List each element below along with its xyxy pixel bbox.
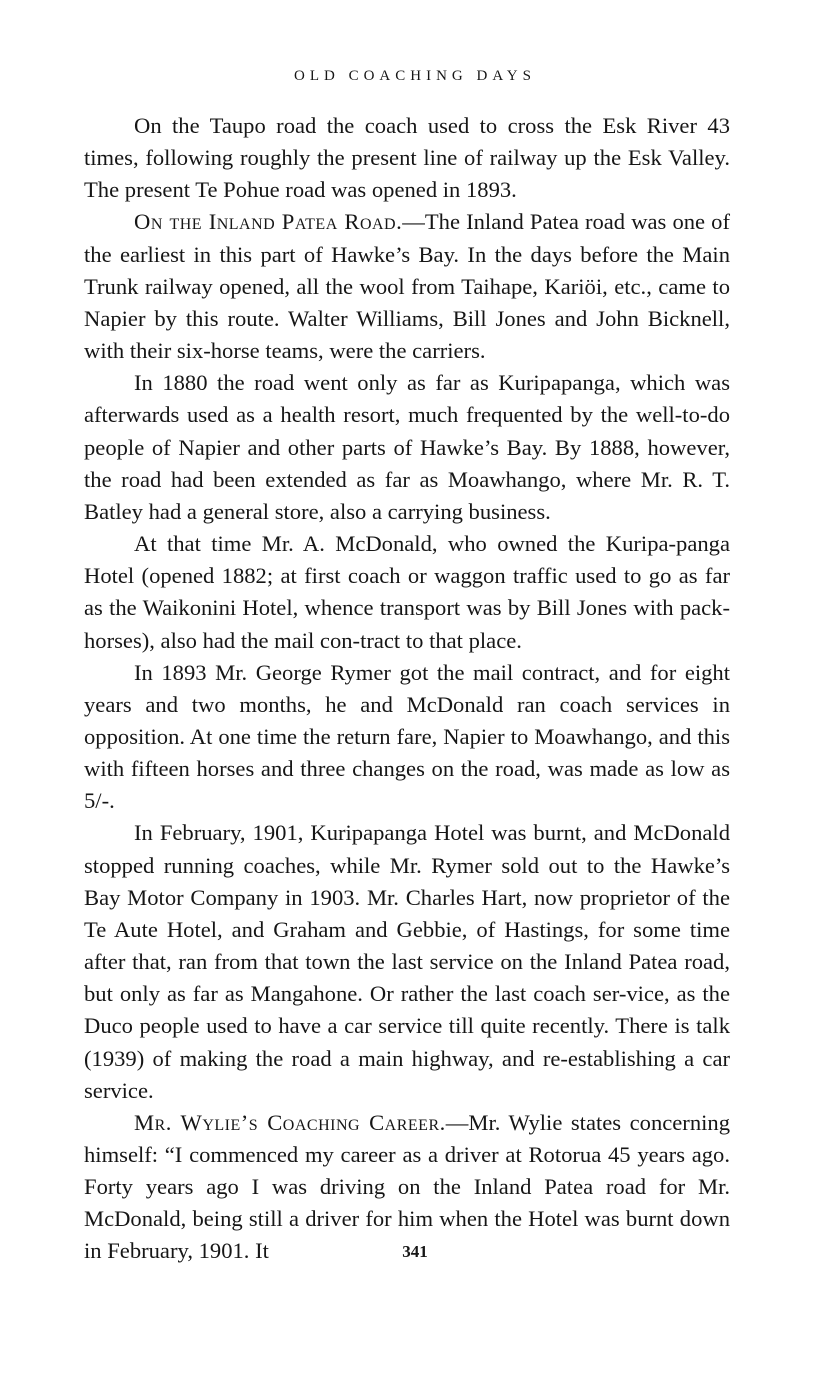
- section-heading-inland-patea-road: On the Inland Patea Road.: [134, 209, 403, 235]
- paragraph-3: [84, 367, 730, 528]
- paragraph-3-text: In 1880 the road went only as far as Kuripapanga, which was afterwards used as a health resort, much frequented by the well-to-do people of Napier and other parts of Hawke’s Bay. By 1888, however, the road had been extended as far as Moawhango, where Mr. R. T. Batley had a general store, also a carrying business.: [84, 370, 730, 524]
- paragraph-4-text: At that time Mr. A. McDonald, who owned the Kuripa-panga Hotel (opened 1882; at first coach or waggon traffic used to go as far as the Waikonini Hotel, whence transport was by Bill Jones with pack-horses), also had the mail con-tract to that place.: [84, 531, 730, 653]
- paragraph-1: [84, 110, 730, 206]
- body-text: [84, 110, 730, 1268]
- paragraph-7-text: —Mr. Wylie states concerning himself: “I commenced my career as a driver at Rotorua 45 years ago. Forty years ago I was driving on the Inland Patea road for Mr. McDonald, being still a driver for him when the Hotel was burnt down in February, 1901. It: [84, 1109, 730, 1264]
- paragraph-2: [84, 206, 730, 367]
- paragraph-5: [84, 657, 730, 818]
- paragraph-4: [84, 528, 730, 657]
- paragraph-1-text: On the Taupo road the coach used to cross the Esk River 43 times, following roughly the present line of railway up the Esk Valley. The present Te Pohue road was opened in 1893.: [84, 113, 730, 203]
- paragraph-5-text: In 1893 Mr. George Rymer got the mail contract, and for eight years and two months, he and McDonald ran coach services in opposition. At one time the return fare, Napier to Moawhango, and this with fifteen horses and three changes on the road, was made as low as 5/-.: [84, 659, 730, 814]
- page-number: 341: [402, 1242, 428, 1261]
- paragraph-6-text: In February, 1901, Kuripapanga Hotel was burnt, and McDonald stopped running coaches, while Mr. Rymer sold out to the Hawke’s Bay Motor Company in 1903. Mr. Charles Hart, now proprietor of the Te Aute Hotel, and Graham and Gebbie, of Hastings, for some time after that, ran from that town the last service on the Inland Patea road, but only as far as Mangahone. Or rather the last coach ser-vice, as the Duco people used to have a car service till quite recently. There is talk (1939) of making the road a main highway, and re-establishing a car service.: [84, 820, 730, 1103]
- section-heading-wylie-coaching-career: Mr. Wylie’s Coaching Career.: [134, 1109, 446, 1135]
- running-head: OLD COACHING DAYS: [294, 68, 536, 84]
- paragraph-6: [84, 817, 730, 1106]
- paragraph-2-text: —The Inland Patea road was one of the earliest in this part of Hawke’s Bay. In the days before the Main Trunk railway opened, all the wool from Taihape, Kariöi, etc., came to Napier by this route. Walter Williams, Bill Jones and John Bicknell, with their six-horse teams, were the carriers.: [84, 209, 731, 364]
